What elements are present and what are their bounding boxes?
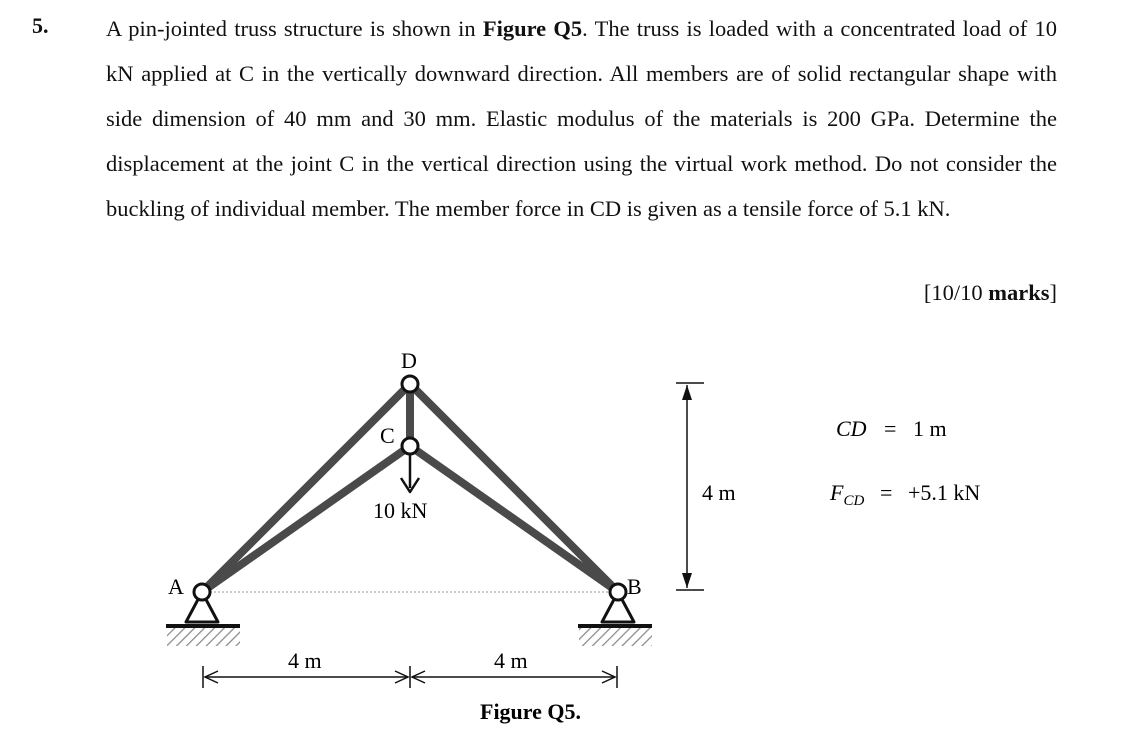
span-right-label: 4 m xyxy=(494,648,528,673)
joint-c-pin xyxy=(402,438,418,454)
question-number: 5. xyxy=(32,13,49,38)
load-label: 10 kN xyxy=(373,498,428,523)
joint-a-pin xyxy=(194,584,210,600)
question-text-start: A pin-jointed truss structure is shown in xyxy=(106,16,483,41)
span-left-label: 4 m xyxy=(288,648,322,673)
span-dimension xyxy=(203,666,617,688)
joint-c-label: C xyxy=(380,423,395,448)
member-cb xyxy=(410,446,618,592)
given-fcd-equals: = xyxy=(880,480,893,505)
joint-d-label: D xyxy=(401,348,417,373)
height-label: 4 m xyxy=(702,480,736,505)
given-fcd-value: +5.1 kN xyxy=(908,480,981,505)
given-cd-symbol: CD xyxy=(836,416,867,441)
given-cd-equals: = xyxy=(884,416,897,441)
height-dimension xyxy=(676,383,704,590)
member-db xyxy=(410,384,618,592)
figure-caption: Figure Q5. xyxy=(480,699,582,724)
marks-word: marks xyxy=(988,280,1050,305)
member-ad xyxy=(202,384,410,592)
load-arrow xyxy=(401,454,419,492)
joint-b-label: B xyxy=(627,574,642,599)
marks-label: [10/10 marks] xyxy=(923,280,1057,305)
joint-d-pin xyxy=(402,376,418,392)
joint-b-pin xyxy=(610,584,626,600)
given-fcd-symbol: F xyxy=(830,480,844,505)
question-text-rest: . The truss is loaded with a concentrated load of 10 kN applied at C in the vertically downward direction. All members are of solid rectangular shape with side dimension of 40 mm and 30 mm. Elastic modulus of the materials is 200 GPa. Determine the displacement at the joint C in the vertical direction using the virtual work method. Do not consider the buckling of individual member. The member force in CD is given as a tensile force of 5.1 kN. xyxy=(106,16,1057,221)
given-fcd-subscript: CD xyxy=(843,493,865,509)
joint-a-label: A xyxy=(168,574,184,599)
given-fcd xyxy=(829,480,864,509)
given-cd xyxy=(836,416,867,441)
given-cd-value: 1 m xyxy=(913,416,947,441)
figure-reference: Figure Q5 xyxy=(482,16,583,41)
